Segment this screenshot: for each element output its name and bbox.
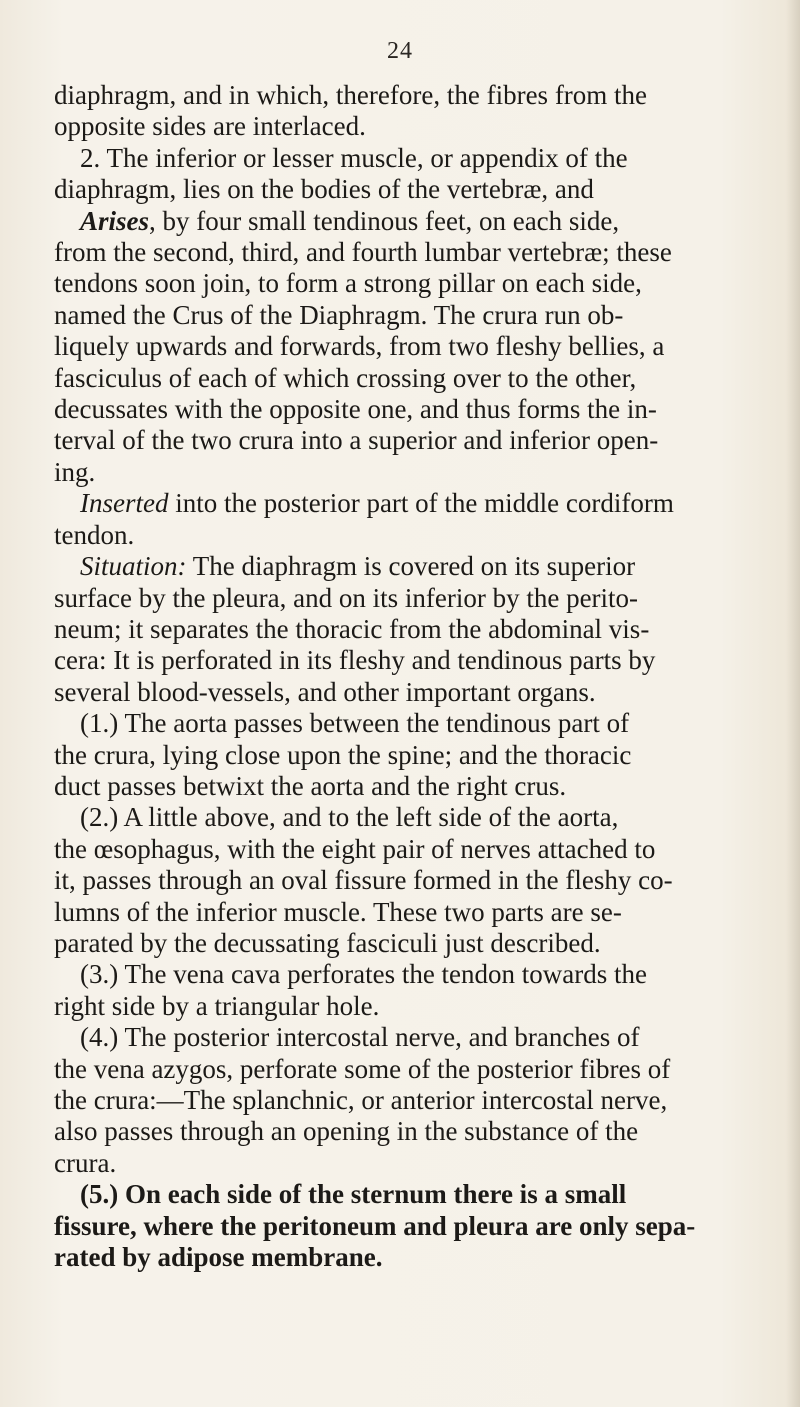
text-line: cera: It is perforated in its fleshy and tendinous parts by: [54, 645, 656, 676]
text-line: (3.) The vena cava perforates the tendon towards the: [80, 959, 648, 990]
text-line: [54, 206, 762, 237]
body-text: [54, 80, 762, 1273]
text-line: rated by adipose membrane.: [54, 1242, 383, 1273]
text-line: 2. The inferior or lesser muscle, or appendix of the: [80, 142, 628, 173]
text-line: from the second, third, and fourth lumbar vertebræ; these: [54, 237, 672, 268]
text-line: opposite sides are interlaced.: [54, 111, 366, 142]
text-line: (5.) On each side of the sternum there is a small: [80, 1179, 627, 1210]
text-line: (2.) A little above, and to the left side of the aorta,: [80, 802, 619, 833]
text-line: tendon.: [54, 519, 135, 550]
text-line: tendons soon join, to form a strong pillar on each side,: [54, 268, 642, 299]
text-line: lumns of the inferior muscle. These two parts are se-: [54, 896, 622, 927]
text-line: it, passes through an oval fissure formed in the fleshy co-: [54, 865, 673, 896]
text-line: neum; it separates the thoracic from the abdominal vis-: [54, 613, 650, 644]
situation-heading: Situation:: [80, 551, 187, 582]
text-line: also passes through an opening in the substance of the: [54, 1116, 639, 1147]
text-line: [54, 488, 762, 519]
text-line: fasciculus of each of which crossing over to the other,: [54, 362, 637, 393]
page-edge-shadow: [786, 0, 800, 1407]
text-line: (1.) The aorta passes between the tendinous part of: [80, 708, 630, 739]
text-line-rest: into the posterior part of the middle cordiform: [168, 488, 674, 519]
text-line: decussates with the opposite one, and thus forms the in-: [54, 394, 657, 425]
text-line: named the Crus of the Diaphragm. The crura run ob-: [54, 299, 624, 330]
text-line: liquely upwards and forwards, from two fleshy bellies, a: [54, 331, 665, 362]
text-line: surface by the pleura, and on its inferior by the perito-: [54, 582, 639, 613]
arises-heading: Arises: [80, 205, 150, 236]
text-line: terval of the two crura into a superior and inferior open-: [54, 425, 659, 456]
text-line: ing.: [54, 456, 96, 487]
text-line-rest: , by four small tendinous feet, on each side,: [149, 205, 620, 236]
text-line: (4.) The posterior intercostal nerve, and branches of: [80, 1022, 640, 1053]
text-line: the crura:—The splanchnic, or anterior intercostal nerve,: [54, 1085, 668, 1115]
inserted-heading: Inserted: [80, 488, 169, 519]
text-line-rest: The diaphragm is covered on its superior: [186, 551, 636, 582]
text-line: several blood-vessels, and other important organs.: [54, 676, 596, 707]
text-line: the vena azygos, perforate some of the posterior fibres of: [54, 1053, 671, 1084]
text-line: [54, 551, 762, 582]
text-line: diaphragm, lies on the bodies of the vertebræ, and: [54, 174, 594, 205]
text-line: right side by a triangular hole.: [54, 990, 380, 1021]
text-line: fissure, where the peritoneum and pleura are only sepa-: [54, 1210, 696, 1241]
text-line: the crura, lying close upon the spine; and the thoracic: [54, 739, 632, 770]
text-line: duct passes betwixt the aorta and the right crus.: [54, 770, 567, 801]
page-number: 24: [387, 38, 413, 64]
text-line: diaphragm, and in which, therefore, the fibres from the: [54, 80, 648, 110]
text-line: crura.: [54, 1147, 117, 1178]
text-line: the œsophagus, with the eight pair of nerves attached to: [54, 833, 656, 864]
text-line: parated by the decussating fasciculi just described.: [54, 927, 601, 958]
